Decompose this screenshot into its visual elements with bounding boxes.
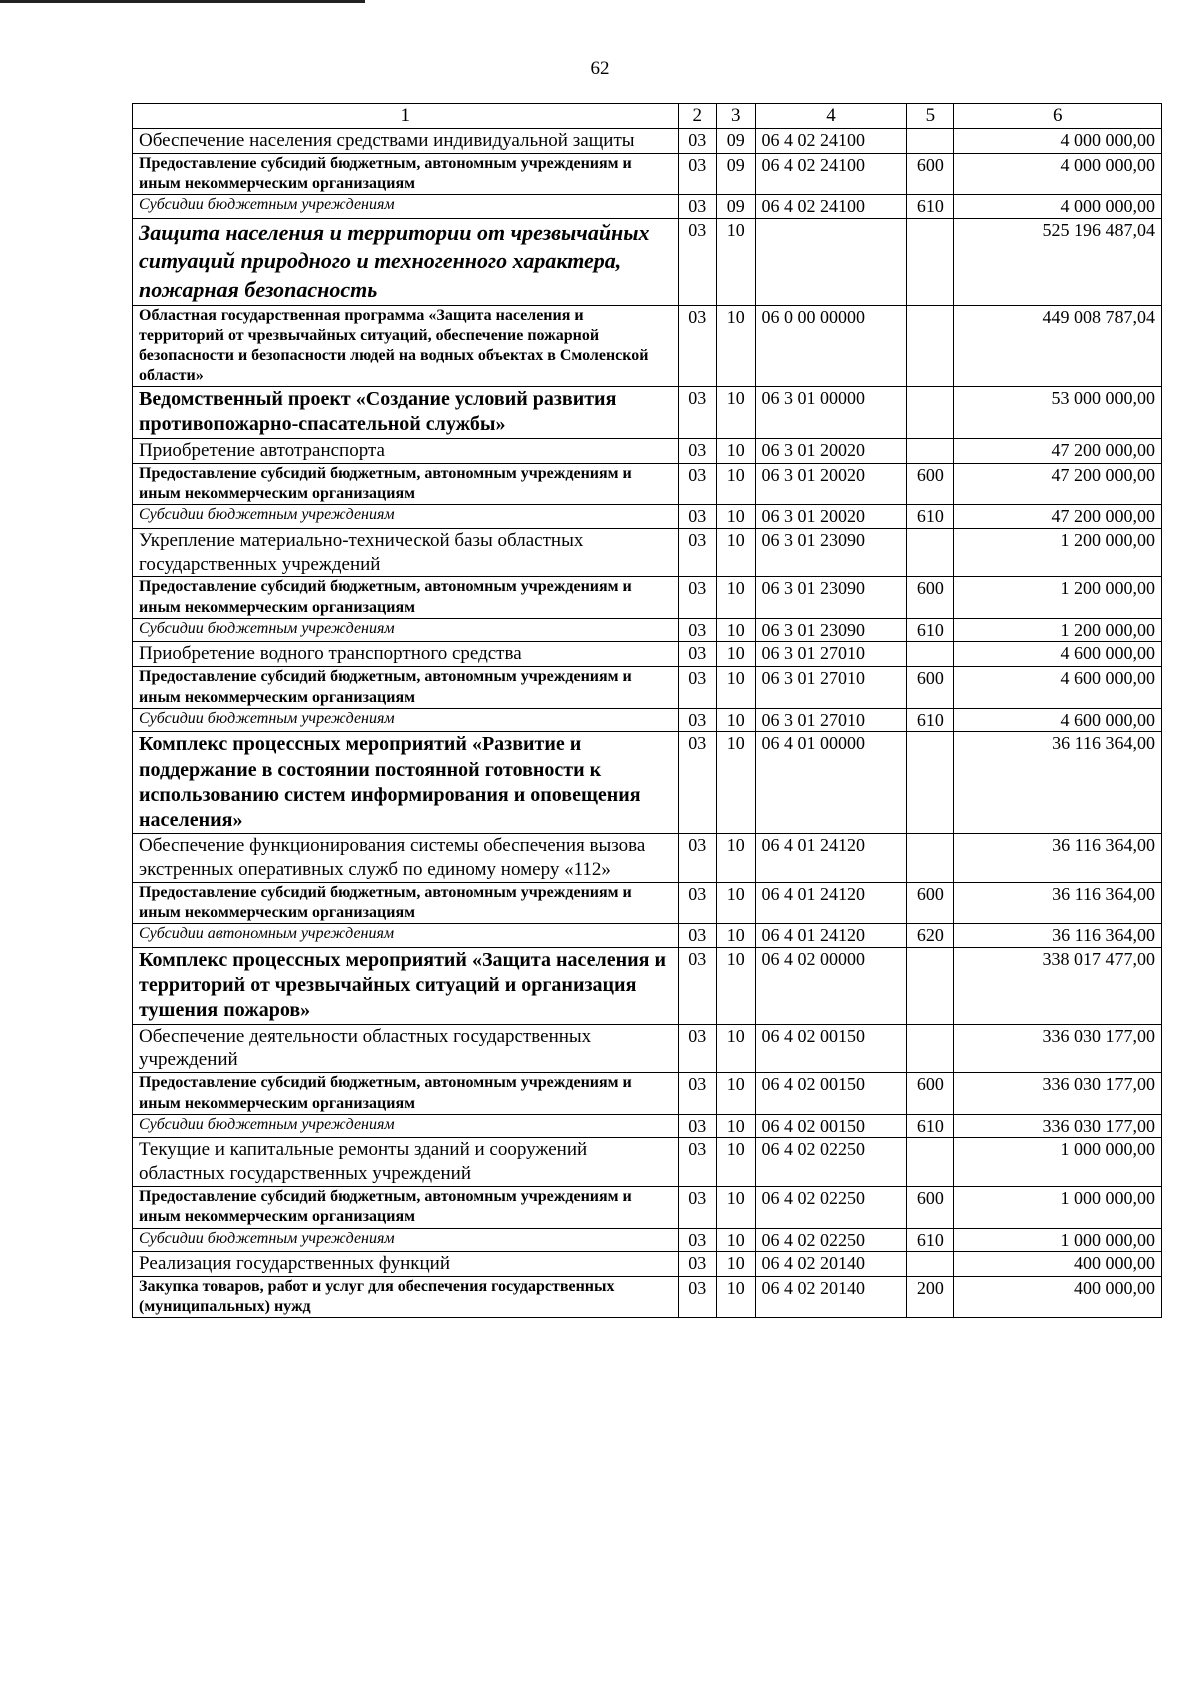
row-target-article-cell: 06 3 01 20020 (755, 463, 907, 504)
row-section-code-cell: 03 (678, 528, 717, 577)
row-amount-cell: 53 000 000,00 (954, 387, 1162, 438)
row-name-cell: Предоставление субсидий бюджетным, автономным учреждениям и иным некоммерческим организациям (133, 1187, 679, 1228)
row-amount-cell: 4 000 000,00 (954, 128, 1162, 153)
table-row (133, 1187, 1162, 1228)
row-target-article-cell: 06 4 02 02250 (755, 1187, 907, 1228)
row-expense-type-cell: 610 (907, 618, 954, 642)
row-section-code-cell: 03 (678, 577, 717, 618)
row-name-cell: Предоставление субсидий бюджетным, автономным учреждениям и иным некоммерческим организациям (133, 882, 679, 923)
row-expense-type-cell: 620 (907, 924, 954, 948)
row-expense-type-cell (907, 528, 954, 577)
row-section-code-cell: 03 (678, 463, 717, 504)
row-amount-cell: 4 000 000,00 (954, 195, 1162, 219)
header-col-6: 6 (954, 104, 1162, 129)
row-target-article-cell: 06 0 00 00000 (755, 305, 907, 387)
row-name-cell: Защита населения и территории от чрезвычайных ситуаций природного и техногенного характера, пожарная безопасность (133, 218, 679, 305)
row-amount-cell: 36 116 364,00 (954, 732, 1162, 834)
row-expense-type-cell: 600 (907, 1187, 954, 1228)
row-amount-cell: 336 030 177,00 (954, 1024, 1162, 1073)
row-subsection-code-cell: 10 (717, 1073, 756, 1114)
row-name-cell: Приобретение автотранспорта (133, 438, 679, 463)
row-section-code-cell: 03 (678, 195, 717, 219)
row-section-code-cell: 03 (678, 834, 717, 883)
row-target-article-cell: 06 3 01 27010 (755, 708, 907, 732)
row-expense-type-cell (907, 1252, 954, 1277)
row-amount-cell: 36 116 364,00 (954, 834, 1162, 883)
row-name-cell: Предоставление субсидий бюджетным, автономным учреждениям и иным некоммерческим организациям (133, 1073, 679, 1114)
row-section-code-cell: 03 (678, 305, 717, 387)
row-target-article-cell: 06 3 01 00000 (755, 387, 907, 438)
table-row (133, 504, 1162, 528)
row-target-article-cell: 06 3 01 20020 (755, 438, 907, 463)
page-number: 62 (590, 58, 610, 79)
row-name-cell: Субсидии бюджетным учреждениям (133, 1228, 679, 1252)
row-subsection-code-cell: 10 (717, 732, 756, 834)
header-col-3: 3 (717, 104, 756, 129)
row-section-code-cell: 03 (678, 1228, 717, 1252)
row-name-cell: Комплекс процессных мероприятий «Защита населения и территорий от чрезвычайных ситуаций и организация тушения пожаров» (133, 947, 679, 1024)
row-name-cell: Субсидии бюджетным учреждениям (133, 1114, 679, 1138)
row-subsection-code-cell: 10 (717, 1024, 756, 1073)
row-name-cell: Субсидии бюджетным учреждениям (133, 708, 679, 732)
table-row (133, 1228, 1162, 1252)
row-subsection-code-cell: 10 (717, 387, 756, 438)
row-amount-cell: 1 200 000,00 (954, 528, 1162, 577)
table-row (133, 642, 1162, 667)
row-target-article-cell: 06 4 02 24100 (755, 195, 907, 219)
row-subsection-code-cell: 10 (717, 577, 756, 618)
row-target-article-cell: 06 4 01 00000 (755, 732, 907, 834)
row-amount-cell: 47 200 000,00 (954, 463, 1162, 504)
row-section-code-cell: 03 (678, 1073, 717, 1114)
table-row (133, 387, 1162, 438)
row-target-article-cell: 06 3 01 27010 (755, 667, 907, 708)
header-row (133, 104, 1162, 129)
row-name-cell: Предоставление субсидий бюджетным, автономным учреждениям и иным некоммерческим организациям (133, 667, 679, 708)
row-target-article-cell: 06 4 02 02250 (755, 1228, 907, 1252)
budget-table (132, 103, 1162, 1318)
row-name-cell: Комплекс процессных мероприятий «Развитие и поддержание в состоянии постоянной готовности к использованию систем информирования и оповещения населения» (133, 732, 679, 834)
row-subsection-code-cell: 10 (717, 834, 756, 883)
table-row (133, 1277, 1162, 1318)
row-section-code-cell: 03 (678, 947, 717, 1024)
row-target-article-cell: 06 4 02 00150 (755, 1114, 907, 1138)
row-amount-cell: 1 000 000,00 (954, 1228, 1162, 1252)
row-section-code-cell: 03 (678, 642, 717, 667)
row-subsection-code-cell: 10 (717, 218, 756, 305)
row-target-article-cell: 06 4 02 00000 (755, 947, 907, 1024)
row-expense-type-cell: 200 (907, 1277, 954, 1318)
table-row (133, 618, 1162, 642)
row-subsection-code-cell: 10 (717, 924, 756, 948)
row-amount-cell: 1 000 000,00 (954, 1187, 1162, 1228)
row-section-code-cell: 03 (678, 128, 717, 153)
row-subsection-code-cell: 10 (717, 1277, 756, 1318)
row-expense-type-cell (907, 642, 954, 667)
row-amount-cell: 400 000,00 (954, 1277, 1162, 1318)
row-name-cell: Обеспечение функционирования системы обеспечения вызова экстренных оперативных служб по единому номеру «112» (133, 834, 679, 883)
row-amount-cell: 525 196 487,04 (954, 218, 1162, 305)
row-expense-type-cell (907, 438, 954, 463)
row-subsection-code-cell: 10 (717, 947, 756, 1024)
row-section-code-cell: 03 (678, 438, 717, 463)
row-expense-type-cell: 600 (907, 1073, 954, 1114)
row-amount-cell: 336 030 177,00 (954, 1114, 1162, 1138)
row-target-article-cell: 06 4 02 24100 (755, 128, 907, 153)
row-section-code-cell: 03 (678, 153, 717, 194)
row-expense-type-cell: 600 (907, 667, 954, 708)
row-subsection-code-cell: 10 (717, 438, 756, 463)
row-expense-type-cell: 600 (907, 577, 954, 618)
row-name-cell: Ведомственный проект «Создание условий развития противопожарно-спасательной службы» (133, 387, 679, 438)
row-name-cell: Субсидии бюджетным учреждениям (133, 504, 679, 528)
row-name-cell: Областная государственная программа «Защита населения и территорий от чрезвычайных ситуаций, обеспечение пожарной безопасности и безопасности людей на водных объектах в Смоленской области» (133, 305, 679, 387)
row-section-code-cell: 03 (678, 387, 717, 438)
table-row (133, 882, 1162, 923)
row-subsection-code-cell: 10 (717, 1114, 756, 1138)
row-section-code-cell: 03 (678, 1252, 717, 1277)
row-amount-cell: 47 200 000,00 (954, 504, 1162, 528)
table-row (133, 128, 1162, 153)
table-row (133, 834, 1162, 883)
row-expense-type-cell: 610 (907, 1114, 954, 1138)
table-row (133, 463, 1162, 504)
header-col-2: 2 (678, 104, 717, 129)
row-expense-type-cell (907, 387, 954, 438)
table-row (133, 218, 1162, 305)
table-body (133, 128, 1162, 1318)
row-expense-type-cell: 600 (907, 882, 954, 923)
row-subsection-code-cell: 09 (717, 195, 756, 219)
row-amount-cell: 36 116 364,00 (954, 882, 1162, 923)
row-expense-type-cell: 610 (907, 708, 954, 732)
row-expense-type-cell: 600 (907, 463, 954, 504)
row-section-code-cell: 03 (678, 1187, 717, 1228)
row-amount-cell: 449 008 787,04 (954, 305, 1162, 387)
row-name-cell: Обеспечение деятельности областных государственных учреждений (133, 1024, 679, 1073)
row-target-article-cell: 06 4 02 20140 (755, 1252, 907, 1277)
row-amount-cell: 1 200 000,00 (954, 577, 1162, 618)
table-row (133, 1024, 1162, 1073)
row-amount-cell: 4 600 000,00 (954, 667, 1162, 708)
row-name-cell: Реализация государственных функций (133, 1252, 679, 1277)
row-name-cell: Субсидии бюджетным учреждениям (133, 618, 679, 642)
row-name-cell: Предоставление субсидий бюджетным, автономным учреждениям и иным некоммерческим организациям (133, 577, 679, 618)
row-expense-type-cell (907, 834, 954, 883)
row-amount-cell: 400 000,00 (954, 1252, 1162, 1277)
row-section-code-cell: 03 (678, 1114, 717, 1138)
row-subsection-code-cell: 10 (717, 1228, 756, 1252)
row-expense-type-cell: 600 (907, 153, 954, 194)
row-target-article-cell: 06 3 01 20020 (755, 504, 907, 528)
row-expense-type-cell: 610 (907, 1228, 954, 1252)
row-expense-type-cell (907, 732, 954, 834)
row-subsection-code-cell: 10 (717, 528, 756, 577)
row-target-article-cell: 06 3 01 27010 (755, 642, 907, 667)
row-section-code-cell: 03 (678, 732, 717, 834)
row-subsection-code-cell: 10 (717, 504, 756, 528)
row-name-cell: Текущие и капитальные ремонты зданий и сооружений областных государственных учреждений (133, 1138, 679, 1187)
row-target-article-cell (755, 218, 907, 305)
table-row (133, 1073, 1162, 1114)
row-name-cell: Приобретение водного транспортного средства (133, 642, 679, 667)
row-subsection-code-cell: 10 (717, 642, 756, 667)
row-target-article-cell: 06 4 01 24120 (755, 834, 907, 883)
row-name-cell: Укрепление материально-технической базы областных государственных учреждений (133, 528, 679, 577)
row-amount-cell: 338 017 477,00 (954, 947, 1162, 1024)
row-subsection-code-cell: 10 (717, 618, 756, 642)
row-target-article-cell: 06 3 01 23090 (755, 577, 907, 618)
row-subsection-code-cell: 10 (717, 1252, 756, 1277)
row-target-article-cell: 06 4 02 24100 (755, 153, 907, 194)
row-subsection-code-cell: 09 (717, 128, 756, 153)
row-name-cell: Субсидии бюджетным учреждениям (133, 195, 679, 219)
row-target-article-cell: 06 3 01 23090 (755, 528, 907, 577)
row-name-cell: Обеспечение населения средствами индивидуальной защиты (133, 128, 679, 153)
row-name-cell: Предоставление субсидий бюджетным, автономным учреждениям и иным некоммерческим организациям (133, 463, 679, 504)
row-expense-type-cell (907, 1138, 954, 1187)
row-expense-type-cell (907, 305, 954, 387)
table-row (133, 1138, 1162, 1187)
row-section-code-cell: 03 (678, 924, 717, 948)
row-target-article-cell: 06 4 01 24120 (755, 924, 907, 948)
row-name-cell: Закупка товаров, работ и услуг для обеспечения государственных (муниципальных) нужд (133, 1277, 679, 1318)
row-amount-cell: 336 030 177,00 (954, 1073, 1162, 1114)
row-subsection-code-cell: 10 (717, 305, 756, 387)
row-expense-type-cell (907, 947, 954, 1024)
table-row (133, 667, 1162, 708)
row-expense-type-cell (907, 1024, 954, 1073)
row-subsection-code-cell: 10 (717, 1187, 756, 1228)
header-col-4: 4 (755, 104, 907, 129)
row-target-article-cell: 06 3 01 23090 (755, 618, 907, 642)
row-amount-cell: 4 600 000,00 (954, 708, 1162, 732)
table-row (133, 708, 1162, 732)
row-expense-type-cell: 610 (907, 195, 954, 219)
table-row (133, 1252, 1162, 1277)
row-subsection-code-cell: 10 (717, 708, 756, 732)
row-section-code-cell: 03 (678, 1277, 717, 1318)
table-row (133, 924, 1162, 948)
row-target-article-cell: 06 4 02 00150 (755, 1024, 907, 1073)
row-target-article-cell: 06 4 02 02250 (755, 1138, 907, 1187)
row-name-cell: Предоставление субсидий бюджетным, автономным учреждениям и иным некоммерческим организациям (133, 153, 679, 194)
table-row (133, 577, 1162, 618)
table-row (133, 305, 1162, 387)
row-section-code-cell: 03 (678, 667, 717, 708)
row-expense-type-cell: 610 (907, 504, 954, 528)
top-left-border-line (0, 0, 365, 3)
row-section-code-cell: 03 (678, 504, 717, 528)
table-row (133, 732, 1162, 834)
row-target-article-cell: 06 4 01 24120 (755, 882, 907, 923)
row-section-code-cell: 03 (678, 218, 717, 305)
row-subsection-code-cell: 10 (717, 463, 756, 504)
row-amount-cell: 47 200 000,00 (954, 438, 1162, 463)
row-amount-cell: 1 000 000,00 (954, 1138, 1162, 1187)
table-row (133, 438, 1162, 463)
row-section-code-cell: 03 (678, 1024, 717, 1073)
table-row (133, 528, 1162, 577)
header-col-1: 1 (133, 104, 679, 129)
row-amount-cell: 1 200 000,00 (954, 618, 1162, 642)
row-amount-cell: 4 000 000,00 (954, 153, 1162, 194)
row-amount-cell: 4 600 000,00 (954, 642, 1162, 667)
row-section-code-cell: 03 (678, 882, 717, 923)
table-row (133, 947, 1162, 1024)
table-row (133, 1114, 1162, 1138)
row-subsection-code-cell: 10 (717, 667, 756, 708)
table-row (133, 153, 1162, 194)
row-amount-cell: 36 116 364,00 (954, 924, 1162, 948)
row-section-code-cell: 03 (678, 708, 717, 732)
row-target-article-cell: 06 4 02 00150 (755, 1073, 907, 1114)
row-subsection-code-cell: 10 (717, 1138, 756, 1187)
header-col-5: 5 (907, 104, 954, 129)
row-target-article-cell: 06 4 02 20140 (755, 1277, 907, 1318)
row-section-code-cell: 03 (678, 618, 717, 642)
row-name-cell: Субсидии автономным учреждениям (133, 924, 679, 948)
row-subsection-code-cell: 10 (717, 882, 756, 923)
row-expense-type-cell (907, 128, 954, 153)
row-subsection-code-cell: 09 (717, 153, 756, 194)
table-row (133, 195, 1162, 219)
row-section-code-cell: 03 (678, 1138, 717, 1187)
row-expense-type-cell (907, 218, 954, 305)
